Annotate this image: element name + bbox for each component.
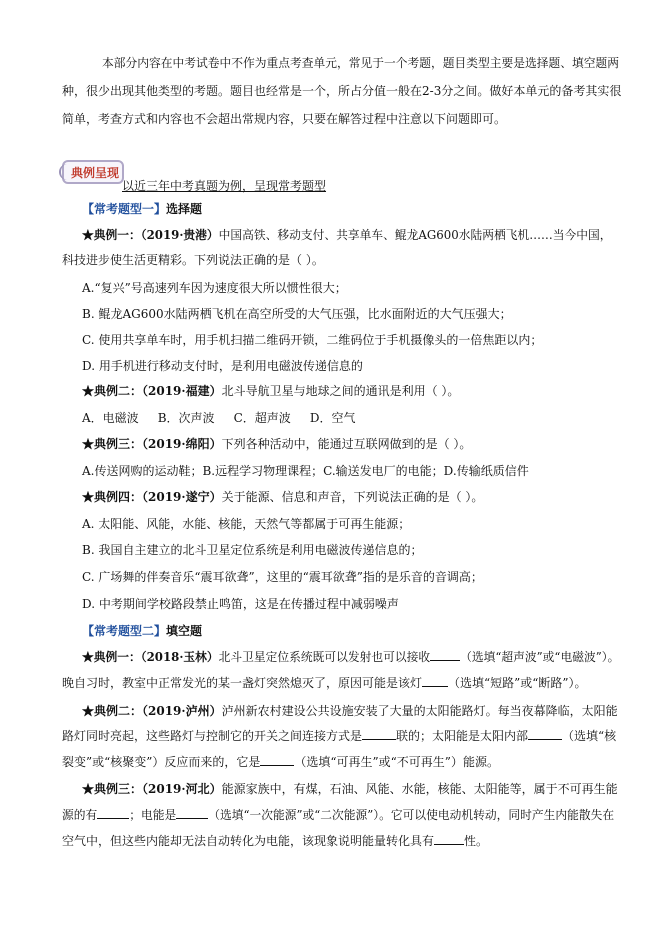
section2-label: 【常考题型二】 xyxy=(82,624,167,638)
s1-q2-options: A．电磁波 B．次声波 C．超声波 D．空气 xyxy=(82,411,356,425)
badge-caption: 以近三年中考真题为例，呈现常考题型 xyxy=(122,179,327,193)
s1-q1-head: ★典例一：（2019·贵港） xyxy=(82,228,219,242)
s2-q2-blank-1[interactable] xyxy=(362,727,396,740)
s1-q4-option-c: C. 广场舞的伴奏音乐“震耳欲聋”，这里的“震耳欲聋”指的是乐音的音调高； xyxy=(82,570,483,584)
s2-q3-blank-3[interactable] xyxy=(434,832,464,845)
s2-q3-s2a: 源的有 xyxy=(62,808,98,822)
s2-q3-blank-2[interactable] xyxy=(176,806,208,819)
s1-q4-option-d: D. 中考期间学校路段禁止鸣笛，这是在传播过程中减弱噪声 xyxy=(82,597,399,611)
s2-q2-s1: 泸州新农村建设公共设施安装了大量的太阳能路灯。每当夜幕降临，太阳能 xyxy=(221,704,618,718)
section2-heading xyxy=(82,622,202,640)
example-badge xyxy=(62,160,124,184)
s2-q3-line-2 xyxy=(62,806,614,824)
s2-q1-s2a: 晚自习时，教室中正常发光的某一盏灯突然熄灭了，原因可能是该灯 xyxy=(62,676,423,690)
s2-q2-blank-2[interactable] xyxy=(528,727,562,740)
s2-q2-line-1 xyxy=(82,702,618,720)
s1-q1-stem1: 中国高铁、移动支付、共享单车、鲲龙AG600水陆两栖飞机……当今中国， xyxy=(218,228,612,242)
s1-q4-option-b: B. 我国自主建立的北斗卫星定位系统是利用电磁波传递信息的； xyxy=(82,543,423,557)
s2-q2-blank-3[interactable] xyxy=(260,753,294,766)
s2-q2-line-3 xyxy=(62,753,499,771)
s2-q3-head: ★典例三：（2019·河北） xyxy=(82,782,222,796)
s2-q3-s3a: 空气中，但这些内能却无法自动转化为电能，该现象说明能量转化具有 xyxy=(62,834,435,848)
s2-q1-head: ★典例一：（2018·玉林） xyxy=(82,650,219,664)
s2-q2-head: ★典例二：（2019·泸州） xyxy=(82,704,222,718)
s2-q2-s2a: 路灯同时亮起，这些路灯与控制它的开关之间连接方式是 xyxy=(62,729,363,743)
section1-title: 选择题 xyxy=(166,202,203,216)
s2-q3-s2c: （选填“一次能源”或“二次能源”）。它可以使电动机转动，同时产生内能散失在 xyxy=(208,808,615,822)
s1-q1-option-c: C. 使用共享单车时，用手机扫描二维码开锁，二维码位于手机摄像头的一倍焦距以内； xyxy=(82,333,543,347)
s1-q1-option-a: A.“复兴”号高速列车因为速度很大所以惯性很大； xyxy=(82,281,347,295)
section1-heading xyxy=(82,200,202,218)
s2-q1-s2b: （选填“短路”或“断路”）。 xyxy=(448,676,587,690)
s2-q2-line-2 xyxy=(62,727,616,745)
s1-q4-line xyxy=(82,488,483,506)
section2-title: 填空题 xyxy=(166,624,203,638)
s2-q1-blank-2[interactable] xyxy=(422,674,448,687)
s1-q3-head: ★典例三：（2019·绵阳） xyxy=(82,437,222,451)
s2-q3-blank-1[interactable] xyxy=(97,806,129,819)
s1-q1-stem2: 科技进步使生活更精彩。下列说法正确的是（ ）。 xyxy=(62,253,324,267)
s1-q1-line-1 xyxy=(82,226,611,244)
s2-q3-s3b: 性。 xyxy=(464,834,489,848)
s1-q4-stem: 关于能源、信息和声音，下列说法正确的是（ ）。 xyxy=(221,490,484,504)
s1-q1-option-d: D. 用手机进行移动支付时，是利用电磁波传递信息的 xyxy=(82,359,363,373)
s2-q1-line-2 xyxy=(62,674,587,692)
s2-q1-s1a: 北斗卫星定位系统既可以发射也可以接收 xyxy=(218,650,431,664)
s2-q2-s2c: （选填“核 xyxy=(562,729,617,743)
s2-q2-s2b: 联的；太阳能是太阳内部 xyxy=(396,729,529,743)
s2-q1-line-1 xyxy=(82,648,619,666)
s1-q4-head: ★典例四：（2019·遂宁） xyxy=(82,490,222,504)
s1-q2-head: ★典例二：（2019·福建） xyxy=(82,384,222,398)
s2-q2-s3a: 裂变”或“核聚变”）反应而来的，它是 xyxy=(62,755,261,769)
s2-q3-line-1 xyxy=(82,780,618,798)
s1-q3-line xyxy=(82,435,471,453)
s1-q3-stem: 下列各种活动中，能通过互联网做到的是（ ）。 xyxy=(221,437,472,451)
s2-q3-s2b: ；电能是 xyxy=(129,808,177,822)
badge-bracket-icon xyxy=(59,164,69,180)
section1-label: 【常考题型一】 xyxy=(82,202,167,216)
badge-label: 典例呈现 xyxy=(71,166,120,180)
s2-q1-s1b: （选填“超声波”或“电磁波”）。 xyxy=(460,650,620,664)
s2-q2-s3b: （选填“可再生”或“不可再生”）能源。 xyxy=(294,755,499,769)
s2-q1-blank-1[interactable] xyxy=(430,648,460,661)
s1-q4-option-a: A. 太阳能、风能，水能、核能，天然气等都属于可再生能源； xyxy=(82,517,411,531)
s2-q3-s1: 能源家族中，有煤，石油、风能、水能，核能、太阳能等，属于不可再生能 xyxy=(221,782,618,796)
s1-q2-stem: 北斗导航卫星与地球之间的通讯是利用（ ）。 xyxy=(221,384,460,398)
intro-line-1: 本部分内容在中考试卷中不作为重点考查单元，常见于一个考题，题目类型主要是选择题、填空题两 xyxy=(102,56,619,70)
s1-q3-options: A.传送网购的运动鞋；B.远程学习物理课程；C.输送发电厂的电能；D.传输纸质信件 xyxy=(82,464,529,478)
s2-q3-line-3 xyxy=(62,832,488,850)
s1-q1-option-b: B. 鲲龙AG600水陆两栖飞机在高空所受的大气压强，比水面附近的大气压强大； xyxy=(82,307,512,321)
intro-line-2: 种，很少出现其他类型的考题。题目也经常是一个，所占分值一般在2-3分之间。做好本单元的备考其实很 xyxy=(62,84,622,98)
s1-q2-line xyxy=(82,382,459,400)
intro-line-3: 简单，考查方式和内容也不会超出常规内容，只要在解答过程中注意以下问题即可。 xyxy=(62,112,507,126)
